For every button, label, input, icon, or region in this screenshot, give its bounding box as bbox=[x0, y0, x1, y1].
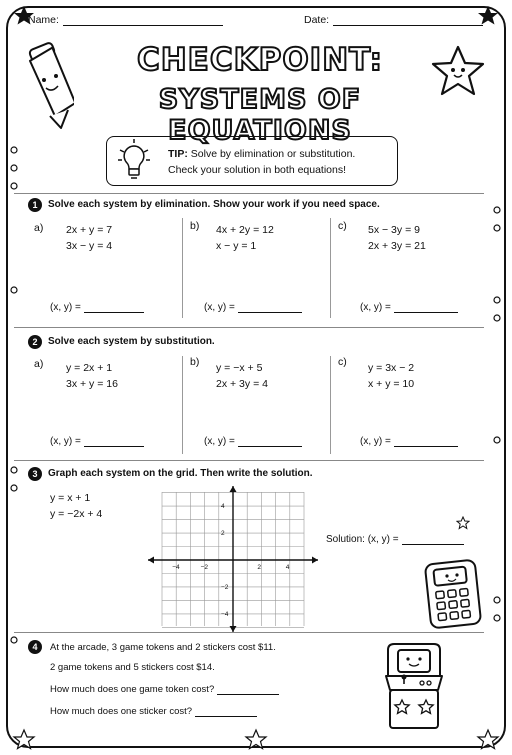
date-blank[interactable] bbox=[333, 16, 483, 26]
column-divider bbox=[182, 218, 183, 318]
x-tick-label: 4 bbox=[285, 564, 290, 571]
tip-line-2: Check your solution in both equations! bbox=[168, 164, 347, 176]
graph-solution[interactable] bbox=[326, 534, 464, 545]
answer-label: (x, y) = bbox=[204, 436, 235, 447]
date-label: Date: bbox=[304, 14, 330, 26]
arcade-machine-icon bbox=[376, 640, 452, 732]
x-tick-label: −4 bbox=[172, 564, 180, 571]
answer-blank[interactable] bbox=[238, 303, 302, 313]
name-blank[interactable] bbox=[63, 16, 223, 26]
answer-label: (x, y) = bbox=[204, 302, 235, 313]
x-tick-label: −2 bbox=[200, 564, 209, 571]
section-divider bbox=[14, 327, 484, 328]
question-token-cost[interactable] bbox=[50, 684, 279, 695]
equation: 2x + 3y = 21 bbox=[368, 240, 426, 252]
answer-label: (x, y) = bbox=[50, 436, 81, 447]
x-tick-label: 2 bbox=[257, 564, 262, 571]
title-line-1: CHECKPOINT: bbox=[136, 42, 384, 78]
section-divider bbox=[14, 193, 484, 194]
section-3-number: 3 bbox=[28, 467, 42, 481]
y-tick-label: 4 bbox=[221, 503, 225, 511]
pencil-icon bbox=[24, 36, 74, 132]
equation: y = x + 1 bbox=[50, 492, 91, 504]
problem-2a-label: a) bbox=[34, 358, 44, 370]
tip-line-1: Solve by elimination or substitution. bbox=[190, 148, 356, 160]
problem-2c-label: c) bbox=[338, 356, 347, 368]
answer-label: (x, y) = bbox=[360, 302, 391, 313]
y-tick-label: −4 bbox=[221, 610, 229, 618]
problem-1a-equations bbox=[66, 222, 112, 254]
section-4-number: 4 bbox=[28, 640, 42, 654]
lightbulb-icon bbox=[116, 138, 152, 184]
tip-label: TIP: bbox=[168, 148, 188, 160]
answer-blank[interactable] bbox=[195, 708, 257, 717]
section-divider bbox=[14, 632, 484, 633]
question-sticker-cost[interactable] bbox=[50, 706, 257, 717]
equation: y = 3x − 2 bbox=[368, 362, 415, 374]
column-divider bbox=[182, 356, 183, 454]
answer-blank[interactable] bbox=[217, 686, 279, 695]
problem-2c-equations bbox=[368, 360, 414, 392]
answer-blank[interactable] bbox=[238, 437, 302, 447]
equation: x + y = 10 bbox=[368, 378, 415, 390]
title-line-2: SYSTEMS OF EQUATIONS bbox=[158, 84, 362, 146]
equation: 3x + y = 16 bbox=[66, 378, 118, 390]
equation: 2x + 3y = 4 bbox=[216, 378, 268, 390]
question-1-text: How much does one game token cost? bbox=[50, 684, 215, 695]
answer-1a[interactable] bbox=[50, 302, 144, 313]
small-star-icon bbox=[456, 516, 470, 530]
answer-label: (x, y) = bbox=[50, 302, 81, 313]
answer-1c[interactable] bbox=[360, 302, 458, 313]
problem-1c-equations bbox=[368, 222, 426, 254]
equation: 4x + 2y = 12 bbox=[216, 224, 274, 236]
name-label: Name: bbox=[28, 14, 59, 26]
calculator-icon bbox=[424, 556, 486, 630]
problem-2a-equations bbox=[66, 360, 118, 392]
problem-3-equations bbox=[50, 490, 102, 522]
problem-4-line-1: At the arcade, 3 game tokens and 2 stickers cost $11. bbox=[50, 642, 276, 653]
column-divider bbox=[330, 218, 331, 318]
question-2-text: How much does one sticker cost? bbox=[50, 706, 193, 717]
equation: 5x − 3y = 9 bbox=[368, 224, 420, 236]
answer-2b[interactable] bbox=[204, 436, 302, 447]
answer-blank[interactable] bbox=[84, 303, 144, 313]
y-tick-label: −2 bbox=[221, 583, 229, 591]
equation: y = −x + 5 bbox=[216, 362, 263, 374]
section-1-title: Solve each system by elimination. Show your work if you need space. bbox=[48, 199, 380, 210]
y-tick-label: 2 bbox=[221, 530, 225, 538]
answer-label: (x, y) = bbox=[360, 436, 391, 447]
problem-4-line-2: 2 game tokens and 5 stickers cost $14. bbox=[50, 662, 215, 673]
equation: 2x + y = 7 bbox=[66, 224, 113, 236]
answer-blank[interactable] bbox=[402, 535, 464, 545]
problem-1b-label: b) bbox=[190, 220, 200, 232]
answer-blank[interactable] bbox=[394, 303, 458, 313]
section-divider bbox=[14, 460, 484, 461]
answer-1b[interactable] bbox=[204, 302, 302, 313]
equation: y = 2x + 1 bbox=[66, 362, 113, 374]
coordinate-grid[interactable] bbox=[148, 486, 318, 632]
problem-1b-equations bbox=[216, 222, 274, 254]
answer-2c[interactable] bbox=[360, 436, 458, 447]
problem-1c-label: c) bbox=[338, 220, 347, 232]
problem-1a-label: a) bbox=[34, 222, 44, 234]
section-2-number: 2 bbox=[28, 335, 42, 349]
problem-2b-label: b) bbox=[190, 356, 200, 368]
section-3-title: Graph each system on the grid. Then write the solution. bbox=[48, 468, 313, 479]
answer-blank[interactable] bbox=[84, 437, 144, 447]
tip-text bbox=[168, 146, 355, 178]
equation: x − y = 1 bbox=[216, 240, 257, 252]
section-1-number: 1 bbox=[28, 198, 42, 212]
date-field[interactable] bbox=[304, 14, 483, 26]
answer-blank[interactable] bbox=[394, 437, 458, 447]
name-field[interactable] bbox=[28, 14, 223, 26]
solution-label: Solution: (x, y) = bbox=[326, 534, 399, 545]
equation: y = −2x + 4 bbox=[50, 508, 103, 520]
section-2-title: Solve each system by substitution. bbox=[48, 336, 215, 347]
problem-2b-equations bbox=[216, 360, 268, 392]
equation: 3x − y = 4 bbox=[66, 240, 113, 252]
column-divider bbox=[330, 356, 331, 454]
answer-2a[interactable] bbox=[50, 436, 144, 447]
